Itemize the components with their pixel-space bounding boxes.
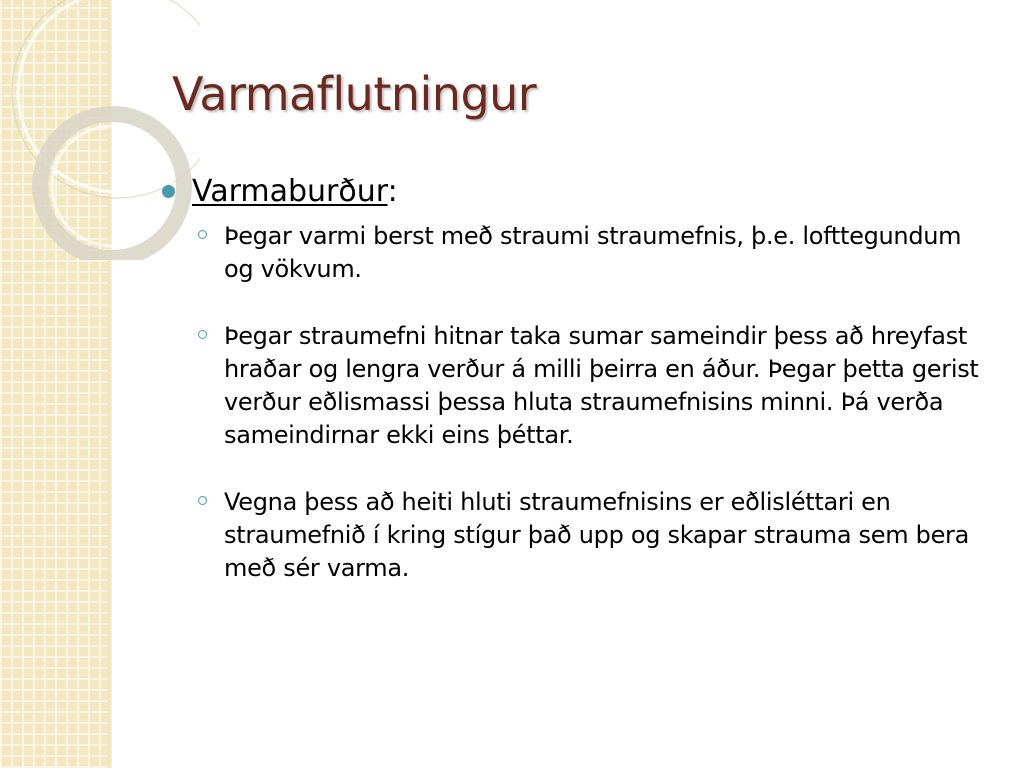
slide-title: Varmaflutningur xyxy=(172,67,537,121)
main-bullet-term: Varmaburður xyxy=(192,174,388,209)
slide-content xyxy=(160,172,990,585)
sub-bullet xyxy=(160,320,990,452)
main-bullet-colon: : xyxy=(387,174,398,209)
sub-bullet xyxy=(160,220,990,286)
hollow-bullet-icon xyxy=(198,496,207,505)
sub-bullet xyxy=(160,486,990,585)
hollow-bullet-icon xyxy=(198,330,207,339)
hollow-bullet-icon xyxy=(198,230,207,239)
main-bullet xyxy=(160,172,990,212)
sub-bullet-text: Vegna þess að heiti hluti straumefnisins er eðlisléttari en straumefnið í kring stígur það upp og skapar strauma sem bera með sér varma. xyxy=(224,488,970,582)
sub-bullet-text: Þegar varmi berst með straumi straumefnis, þ.e. lofttegundum og vökvum. xyxy=(224,222,962,283)
sub-bullet-text: Þegar straumefni hitnar taka sumar sameindir þess að hreyfast hraðar og lengra verður á milli þeirra en áður. Þegar þetta gerist verður eðlismassi þessa hluta straumefnisins minni. Þá verða sameindirnar ekki eins þéttar. xyxy=(224,322,979,449)
filled-bullet-icon xyxy=(162,185,175,198)
